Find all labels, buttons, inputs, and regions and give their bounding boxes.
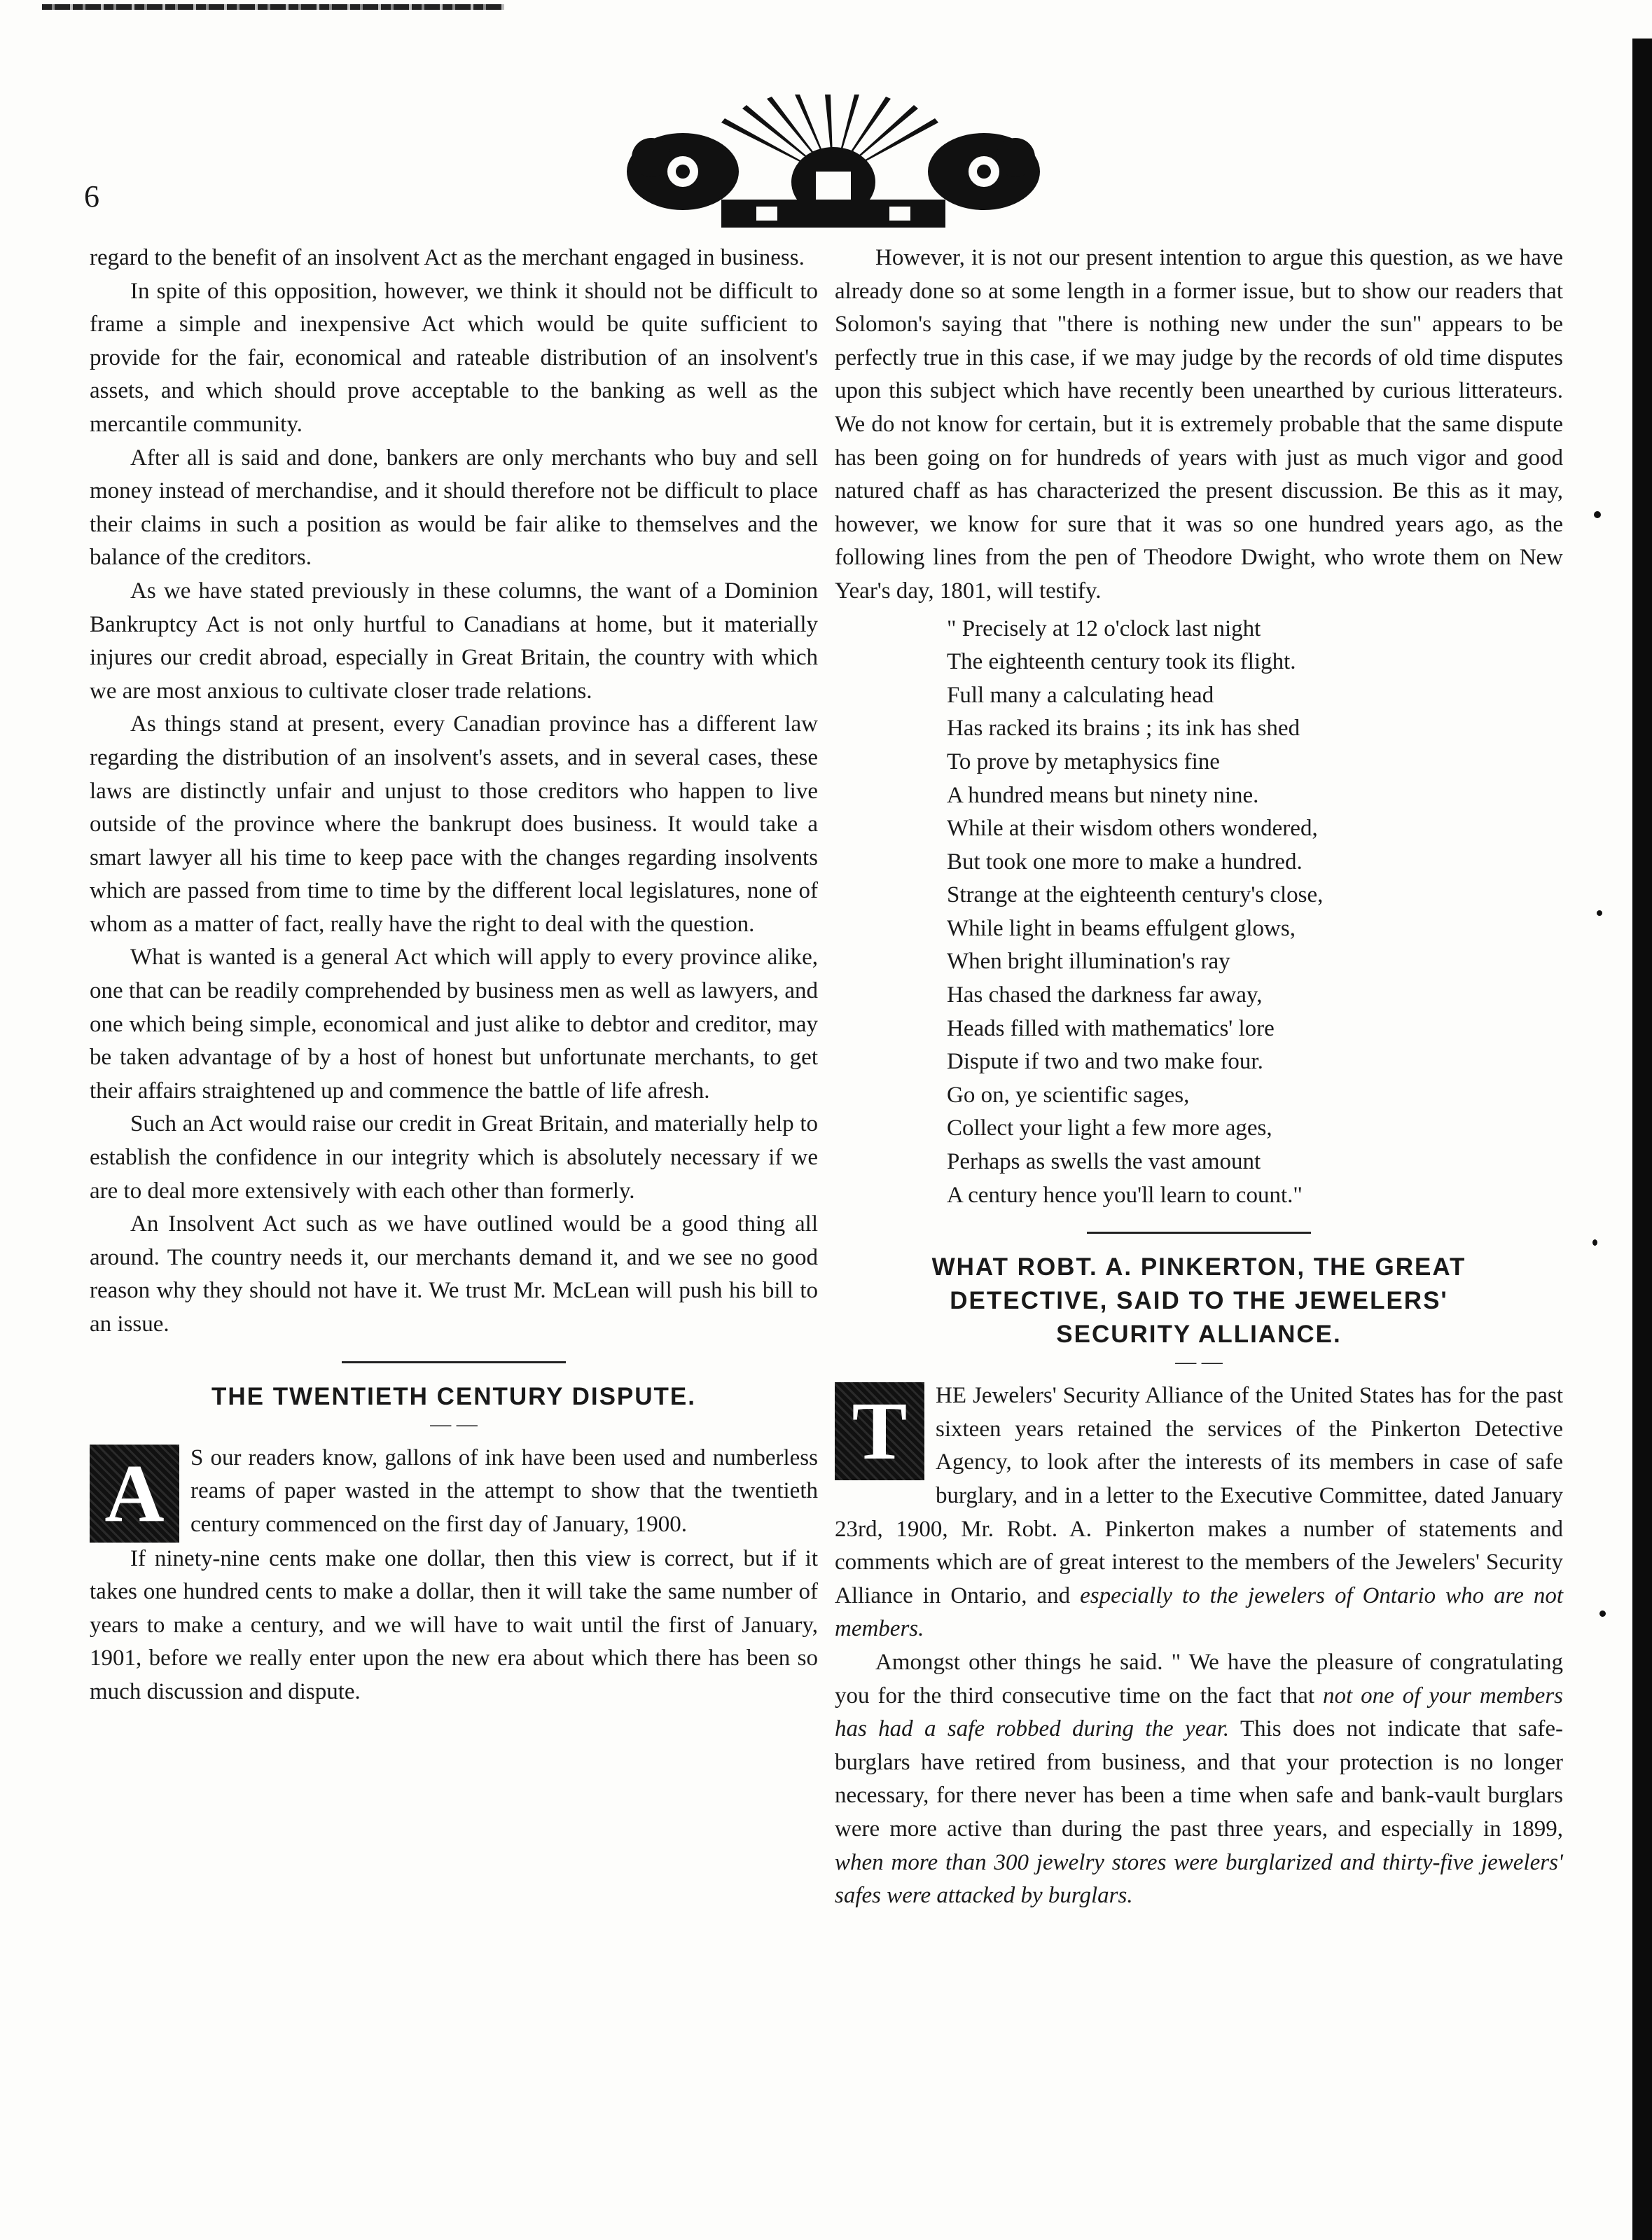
poem-line: Go on, ye scientific sages,	[947, 1082, 1190, 1108]
page-number: 6	[84, 179, 99, 214]
drop-cap: T	[835, 1382, 924, 1480]
poem-line: Has racked its brains ; its ink has shed	[947, 716, 1300, 742]
poem-line: To prove by metaphysics fine	[947, 749, 1220, 774]
paragraph: What is wanted is a general Act which will apply to every province alike, one that can be readily comprehended by business men as well as lawyers, and one which being simple, economical and just alike to debtor and creditor, may be taken advantage of by a host of honest but unfortunate merchants, to get their affairs straightened up and commence the battle of life afresh.	[90, 945, 818, 1104]
paragraph: However, it is not our present intention to argue this question, as we have already done so at some length in a former issue, but to show our readers that Solomon's saying that "there is nothing new under the sun" appears to be perfectly true in this case, if we may judge by the records of old time disputes upon this subject which have recently been unearthed by curious litterateurs. We do not know for certain, but it is extremely probable that the same dispute has been going on for hundreds of years with just as much vigor and good natured chaff as has characterized the present discussion. Be this as it may, however, we know for sure that it was so one hundred years ago, as the following lines from the pen of Theodore Dwight, who wrote them on New Year's day, 1801, will testify.	[835, 245, 1563, 604]
poem-line: Full many a calculating head	[947, 682, 1214, 708]
paragraph	[835, 1379, 1563, 1646]
poem-line: Strange at the eighteenth century's close,	[947, 882, 1324, 908]
paragraph: If ninety-nine cents make one dollar, then this view is correct, but if it takes one hundred cents to make a dollar, then it will take the same number of years to make a century, and we will have to wait until the first of January, 1901, before we really enter upon the new era about which there has been so much discussion and dispute.	[90, 1545, 818, 1704]
poem-line: " Precisely at 12 o'clock last night	[947, 615, 1261, 641]
paragraph-text: HE Jewelers' Security Alliance of the United States has for the past sixteen years retained the services of the Pinkerton Detective Agency, to look after the interests of its members in case of safe burglary, and in a letter to the Executive Committee, dated January 23rd, 1900, Mr. Robt. A. Pinkerton makes a number of statements and comments which are of great interest to the members of the Jewelers' Security Alliance in Ontario, and	[835, 1383, 1563, 1608]
section-heading: THE TWENTIETH CENTURY DISPUTE.	[211, 1382, 696, 1410]
heading-dashes: — —	[1175, 1350, 1223, 1374]
poem-line: While at their wisdom others wondered,	[947, 816, 1318, 842]
paragraph: regard to the benefit of an insolvent Act as the merchant engaged in business.	[90, 245, 805, 270]
poem-line: The eighteenth century took its flight.	[947, 649, 1296, 675]
sunburst-ornament-icon	[616, 95, 1050, 235]
poem-line: Heads filled with mathematics' lore	[947, 1015, 1275, 1041]
poem-line: Perhaps as swells the vast amount	[947, 1149, 1261, 1175]
top-scan-rule	[42, 4, 504, 10]
paragraph-text: This does not indicate that safe-burglars have retired from business, and that your protection is no longer necessary, for there never has been a time when safe and bank-vault burglars were more active than during the past three years, and especially in 1899,	[835, 1716, 1563, 1842]
poem-line: Collect your light a few more ages,	[947, 1115, 1272, 1141]
heading-line: DETECTIVE, SAID TO THE JEWELERS'	[950, 1287, 1448, 1315]
paragraph: As we have stated previously in these columns, the want of a Dominion Bankruptcy Act is not only hurtful to Canadians at home, but it materially injures our credit abroad, especially in Great Britain, the country with which we are most anxious to cultivate closer trade relations.	[90, 578, 818, 704]
section-divider	[342, 1361, 566, 1363]
poem-line: When bright illumination's ray	[947, 949, 1230, 975]
paragraph: As things stand at present, every Canadian province has a different law regarding the distribution of an insolvent's assets, and in several cases, these laws are distinctly unfair and unjust to those creditors who happen to live outside of the province where the bankrupt does business. It would take a smart lawyer all his time to keep pace with the changes regarding insolvents which are passed from time to time by the different local legislatures, none of whom as a matter of fact, really have the right to deal with the question.	[90, 711, 818, 937]
heading-line: WHAT ROBT. A. PINKERTON, THE GREAT	[931, 1253, 1466, 1281]
poem-line: Has chased the darkness far away,	[947, 982, 1263, 1008]
poem-line: But took one more to make a hundred.	[947, 849, 1303, 875]
paragraph: Such an Act would raise our credit in Great Britain, and materially help to establish the confidence in our integrity which is absolutely necessary if we are to deal more extensively with each other than formerly.	[90, 1111, 818, 1204]
right-column	[835, 242, 1563, 1913]
poem-line: A century hence you'll learn to count."	[947, 1182, 1303, 1208]
section-heading	[835, 1251, 1563, 1351]
paragraph: In spite of this opposition, however, we think it should not be difficult to frame a simple and inexpensive Act which would be quite sufficient to provide for the fair, economical and rateable distribution of an insolvent's assets, and which should prove acceptable to the banking as well as the mercantile community.	[90, 278, 818, 437]
italic-text: especially to the jewelers of Ontario who are not members.	[835, 1582, 1564, 1642]
heading-dashes: — —	[430, 1412, 478, 1435]
paragraph	[835, 1646, 1563, 1913]
left-column	[90, 242, 818, 1709]
italic-text: when more than 300 jewelry stores were burglarized and thirty-five jewelers' safes were attacked by burglars.	[835, 1849, 1563, 1909]
drop-cap: A	[90, 1445, 179, 1543]
poem-line: A hundred means but ninety nine.	[947, 782, 1259, 808]
paragraph: An Insolvent Act such as we have outlined would be a good thing all around. The country needs it, our merchants demand it, and we see no good reason why they should not have it. We trust Mr. McLean will push his bill to an issue.	[90, 1211, 818, 1337]
poem	[947, 613, 1563, 1213]
scan-specks	[1590, 280, 1618, 1961]
paragraph: After all is said and done, bankers are only merchants who buy and sell money instead of merchandise, and it should therefore not be difficult to place their claims in such a position as would be fair alike to themselves and the balance of the creditors.	[90, 445, 818, 571]
heading-line: SECURITY ALLIANCE.	[1056, 1321, 1342, 1349]
paragraph-text: Amongst other things he said. " We have the pleasure of congratulating you for the third consecutive time on the fact that	[835, 1649, 1563, 1709]
italic-text: not one of your members has had a safe robbed during the year.	[835, 1683, 1564, 1742]
poem-line: Dispute if two and two make four.	[947, 1049, 1263, 1075]
paragraph-text: S our readers know, gallons of ink have been used and numberless reams of paper wasted in the attempt to show that the twentieth century commenced on the first day of January, 1900.	[190, 1445, 818, 1537]
scan-edge-bar	[1632, 39, 1652, 2240]
section-divider	[1087, 1232, 1311, 1234]
paragraph	[90, 1442, 818, 1542]
poem-line: While light in beams effulgent glows,	[947, 915, 1296, 941]
